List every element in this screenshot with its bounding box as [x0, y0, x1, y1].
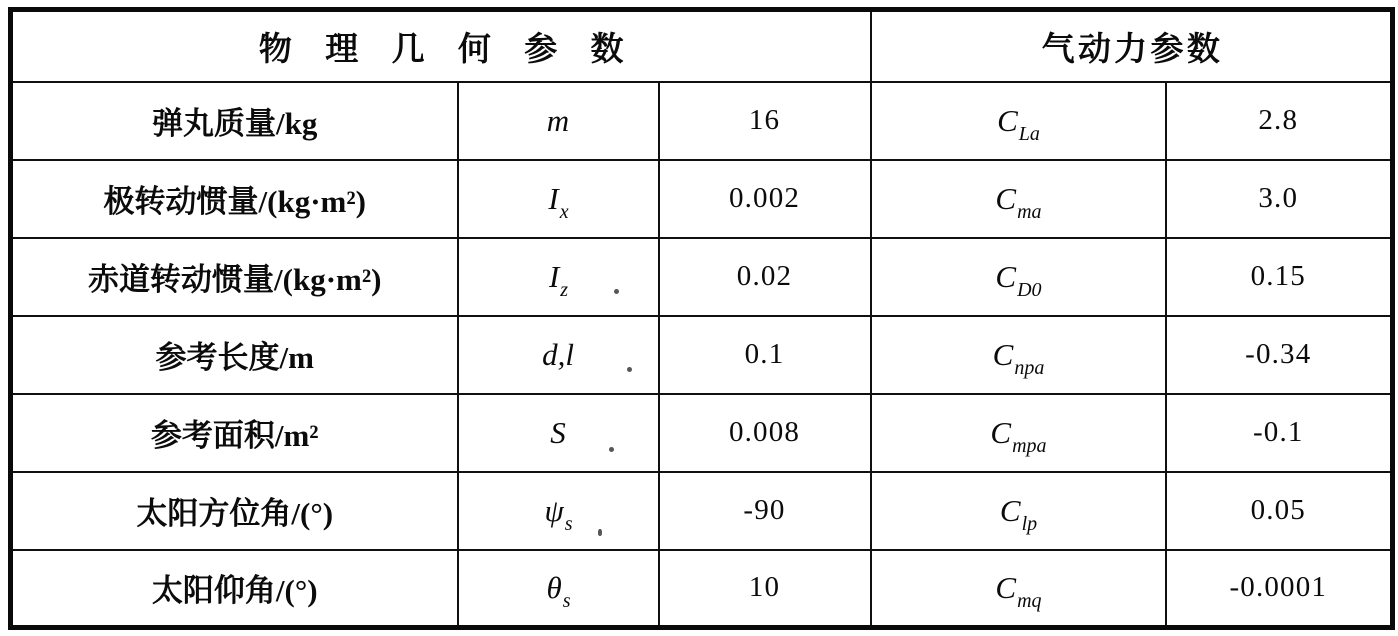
value-cell: 10 [659, 550, 871, 628]
table-row [11, 550, 1393, 628]
parameters-table [8, 7, 1395, 630]
param-name-cell: 极转动惯量/(kg·m²) [11, 160, 458, 238]
param-name-cell: 赤道转动惯量/(kg·m²) [11, 238, 458, 316]
coef-cell [871, 550, 1166, 628]
table-row [11, 160, 1393, 238]
param-name-cell: 太阳仰角/(°) [11, 550, 458, 628]
param-name-cell: 参考面积/m² [11, 394, 458, 472]
coef-value-cell: -0.34 [1166, 316, 1393, 394]
symbol-main: ψ [544, 492, 564, 528]
param-name-cell: 参考长度/m [11, 316, 458, 394]
coef-main: C [999, 492, 1021, 528]
coef-cell [871, 160, 1166, 238]
param-name-cell: 弹丸质量/kg [11, 82, 458, 160]
symbol-cell [458, 82, 659, 160]
value-cell: -90 [659, 472, 871, 550]
coef-main: C [995, 258, 1017, 294]
coef-value-cell: 3.0 [1166, 160, 1393, 238]
scan-speck-dot [598, 529, 602, 536]
coef-cell [871, 394, 1166, 472]
coef-cell [871, 472, 1166, 550]
symbol-main: m [546, 102, 570, 138]
symbol-cell [458, 394, 659, 472]
param-name-cell: 太阳方位角/(°) [11, 472, 458, 550]
coef-cell [871, 316, 1166, 394]
scan-speck-dot [614, 289, 619, 294]
coef-main: C [997, 102, 1018, 138]
symbol-main: d,l [542, 336, 574, 372]
table-row [11, 394, 1393, 472]
symbol-subscript: s [564, 512, 573, 535]
coef-subscript: npa [1014, 356, 1045, 379]
coef-value-cell: 2.8 [1166, 82, 1393, 160]
symbol-cell [458, 472, 659, 550]
coef-subscript: mq [1017, 589, 1042, 612]
symbol-cell [458, 160, 659, 238]
value-cell: 0.002 [659, 160, 871, 238]
coef-value-cell: -0.0001 [1166, 550, 1393, 628]
symbol-cell [458, 550, 659, 628]
coef-subscript: D0 [1017, 278, 1042, 301]
header-row [11, 10, 1393, 82]
table-row [11, 316, 1393, 394]
symbol-main: I [548, 180, 559, 216]
value-cell: 0.02 [659, 238, 871, 316]
table-row [11, 82, 1393, 160]
scan-speck-dot [627, 367, 632, 372]
coef-value-cell: 0.05 [1166, 472, 1393, 550]
symbol-main: S [550, 414, 566, 450]
value-cell: 0.1 [659, 316, 871, 394]
symbol-main: I [548, 258, 560, 294]
symbol-cell [458, 316, 659, 394]
header-physical-params: 物 理 几 何 参 数 [11, 10, 871, 82]
coef-cell [871, 82, 1166, 160]
coef-main: C [995, 180, 1017, 216]
coef-cell [871, 238, 1166, 316]
symbol-subscript: s [562, 589, 571, 612]
symbol-cell [458, 238, 659, 316]
coef-subscript: ma [1017, 200, 1042, 223]
coef-subscript: La [1018, 122, 1040, 145]
scan-speck-dot [609, 447, 614, 452]
coef-subscript: mpa [1012, 434, 1047, 457]
value-cell: 16 [659, 82, 871, 160]
symbol-subscript: z [560, 278, 569, 301]
symbol-main: θ [546, 569, 562, 605]
coef-main: C [992, 336, 1014, 372]
table-row [11, 238, 1393, 316]
coef-value-cell: 0.15 [1166, 238, 1393, 316]
coef-main: C [990, 414, 1012, 450]
coef-main: C [995, 569, 1017, 605]
coef-value-cell: -0.1 [1166, 394, 1393, 472]
header-aero-params: 气动力参数 [871, 10, 1393, 82]
table-row [11, 472, 1393, 550]
symbol-subscript: x [559, 200, 569, 223]
value-cell: 0.008 [659, 394, 871, 472]
coef-subscript: lp [1021, 512, 1038, 535]
